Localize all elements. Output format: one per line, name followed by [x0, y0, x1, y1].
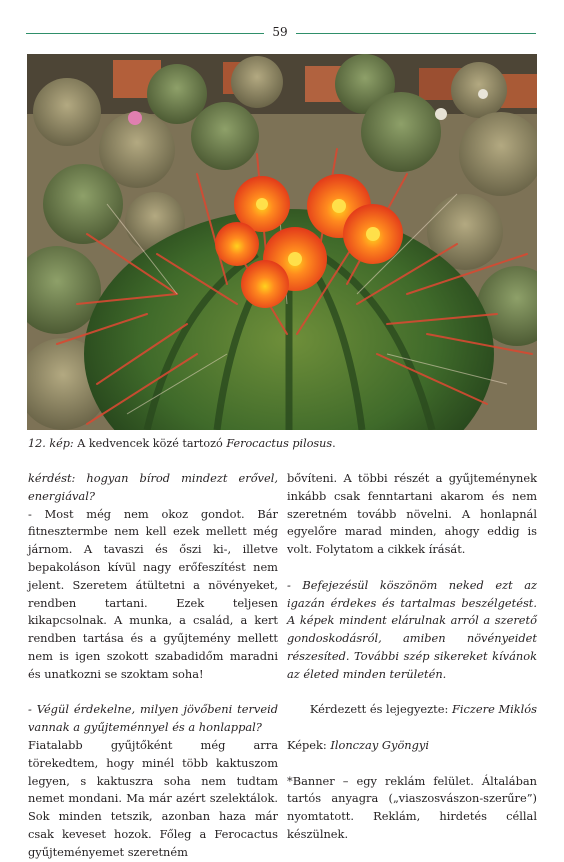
- photo-credit: [287, 737, 537, 755]
- header-rule-right: [296, 33, 536, 34]
- footnote: *Banner – egy reklám felület. Általában tartós anyagra („viaszosvászon-szerűre”) nyomtatott. Reklám, hirdetés céllal készülnek.: [287, 773, 537, 841]
- right-column: [287, 470, 537, 844]
- answer-paragraph-2: Fiatalabb gyűjtőként még arra törekedtem, hogy minél több kaktuszom legyen, s kaktuszra soha nem tudtam nemet mondani. Ma már azért szelektálok. Sok minden tetszik, azonban haza már csak keveset hozok. Főleg a Ferocactus gyűjteményemet szeretném: [28, 737, 278, 859]
- question-paragraph: - Végül érdekelne, milyen jövőbeni terveid vannak a gyűjteménnyel és a honlappal?: [28, 702, 278, 735]
- caption-end: .: [332, 437, 336, 450]
- answer-paragraph: - Most még nem okoz gondot. Bár fitnesztermbe nem kell ezek mellett még járnom. A tavaszi és őszi ki-, illetve bepakoláson kívül nagy erőfeszítést nem jelent. Szeretem átültetni a növényeket, rendben tartani. Ezek teljesen kikapcsolnak. A munka, a család, a kert rendben tartása és a gyűjtemény mellett nem is igen szokott szabadidőm maradni és unatkozni se szoktam soha!: [28, 506, 278, 681]
- cactus-photo: [27, 54, 537, 430]
- header-rule-left: [26, 33, 264, 34]
- photo-credit-name: Ilonczay Gyöngyi: [330, 737, 430, 752]
- interviewer-label: Kérdezett és lejegyezte:: [309, 702, 452, 717]
- caption-species: Ferocactus pilosus: [226, 437, 333, 450]
- interviewer-name: Ficzere Miklós: [451, 702, 537, 717]
- photo-credit-label: Képek:: [287, 737, 331, 752]
- caption-label: 12. kép:: [28, 437, 74, 450]
- figure-caption: [28, 437, 538, 451]
- caption-text: A kedvencek közé tartozó: [73, 437, 227, 450]
- left-column: [28, 470, 278, 862]
- answer-continuation: bővíteni. A többi részét a gyűjteménynek inkább csak fenntartani akarom és nem szeretném tovább növelni. A honlapnál egyelőre marad minden, ahogy eddig is volt. Folytatom a cikkek írását.: [287, 471, 537, 557]
- closing-paragraph: - Befejezésül köszönöm neked ezt az igazán érdekes és tartalmas beszélgetést. A képek mindent elárulnak arról a szerető gondoskodásról, amiben növényeidet részesíted. További szép sikereket kívánok az életed minden területén.: [287, 577, 537, 681]
- page-number: 59: [272, 25, 288, 39]
- question-tail: kérdést: hogyan bírod mindezt erővel, energiával?: [28, 471, 278, 503]
- interviewer-credit: [287, 701, 537, 719]
